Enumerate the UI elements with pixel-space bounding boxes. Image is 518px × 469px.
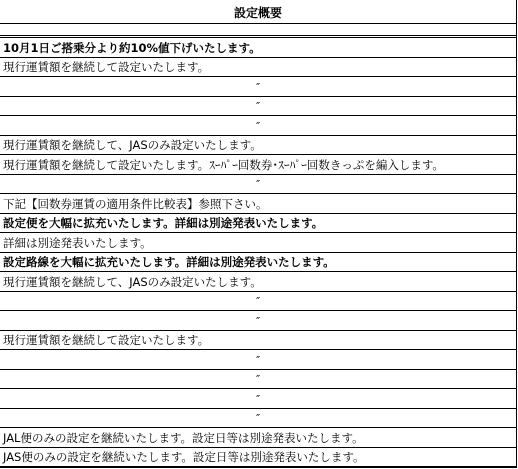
row-text: 10月1日ご搭乗分より約10%値下げいたします。 xyxy=(3,40,261,55)
table-row xyxy=(0,175,516,194)
table-row xyxy=(0,194,516,214)
row-text: 詳細は別途発表いたします。 xyxy=(3,235,152,250)
table-row xyxy=(0,214,516,233)
table-row xyxy=(0,350,516,370)
row-text: 設定路線を大幅に拡充いたします。詳細は別途発表いたします。 xyxy=(3,254,335,269)
table-row xyxy=(0,116,516,136)
table-row xyxy=(0,77,516,97)
ditto-mark: ″ xyxy=(255,412,261,425)
table-row xyxy=(0,97,516,116)
ditto-mark: ″ xyxy=(255,315,261,328)
table-header xyxy=(0,0,516,24)
table-row xyxy=(0,155,516,175)
row-text: JAS便のみの設定を継続いたします。設定日等は別途発表いたします。 xyxy=(3,449,365,464)
table-row xyxy=(0,233,516,253)
table-row xyxy=(0,428,516,448)
table-row xyxy=(0,448,516,467)
table-row xyxy=(0,292,516,311)
row-text: 下記【回数券運賃の適用条件比較表】参照下さい。 xyxy=(3,196,268,211)
ditto-mark: ″ xyxy=(255,81,261,94)
ditto-mark: ″ xyxy=(255,373,261,386)
row-text: 現行運賃額を継続して設定いたします。 xyxy=(3,59,210,74)
table-row xyxy=(0,272,516,292)
table-row xyxy=(0,311,516,331)
table-row xyxy=(0,58,516,77)
row-text: 現行運賃額を継続して、JASのみ設定いたします。 xyxy=(3,274,262,289)
table-row xyxy=(0,136,516,155)
row-text: 設定便を大幅に拡充いたします。詳細は別途発表いたします。 xyxy=(3,215,324,230)
ditto-mark: ″ xyxy=(255,295,261,308)
row-text: 現行運賃額を継続して設定いたします。ｽｰﾊﾟｰ回数券･ｽｰﾊﾟｰ回数きっぷを編入します。 xyxy=(3,157,444,172)
ditto-mark: ″ xyxy=(255,120,261,133)
ditto-mark: ″ xyxy=(255,393,261,406)
header-spacer-row xyxy=(0,24,516,38)
row-text: JAL便のみの設定を継続いたします。設定日等は別途発表いたします。 xyxy=(3,430,364,445)
row-text: 現行運賃額を継続して、JASのみ設定いたします。 xyxy=(3,137,262,152)
table-row xyxy=(0,253,516,272)
ditto-mark: ″ xyxy=(255,354,261,367)
table-row xyxy=(0,331,516,350)
table-row xyxy=(0,38,516,58)
row-text: 現行運賃額を継続して設定いたします。 xyxy=(3,332,210,347)
ditto-mark: ″ xyxy=(255,178,261,191)
table-row xyxy=(0,389,516,409)
header-title: 設定概要 xyxy=(233,6,282,20)
table-row xyxy=(0,370,516,389)
ditto-mark: ″ xyxy=(255,100,261,113)
table-row xyxy=(0,409,516,428)
